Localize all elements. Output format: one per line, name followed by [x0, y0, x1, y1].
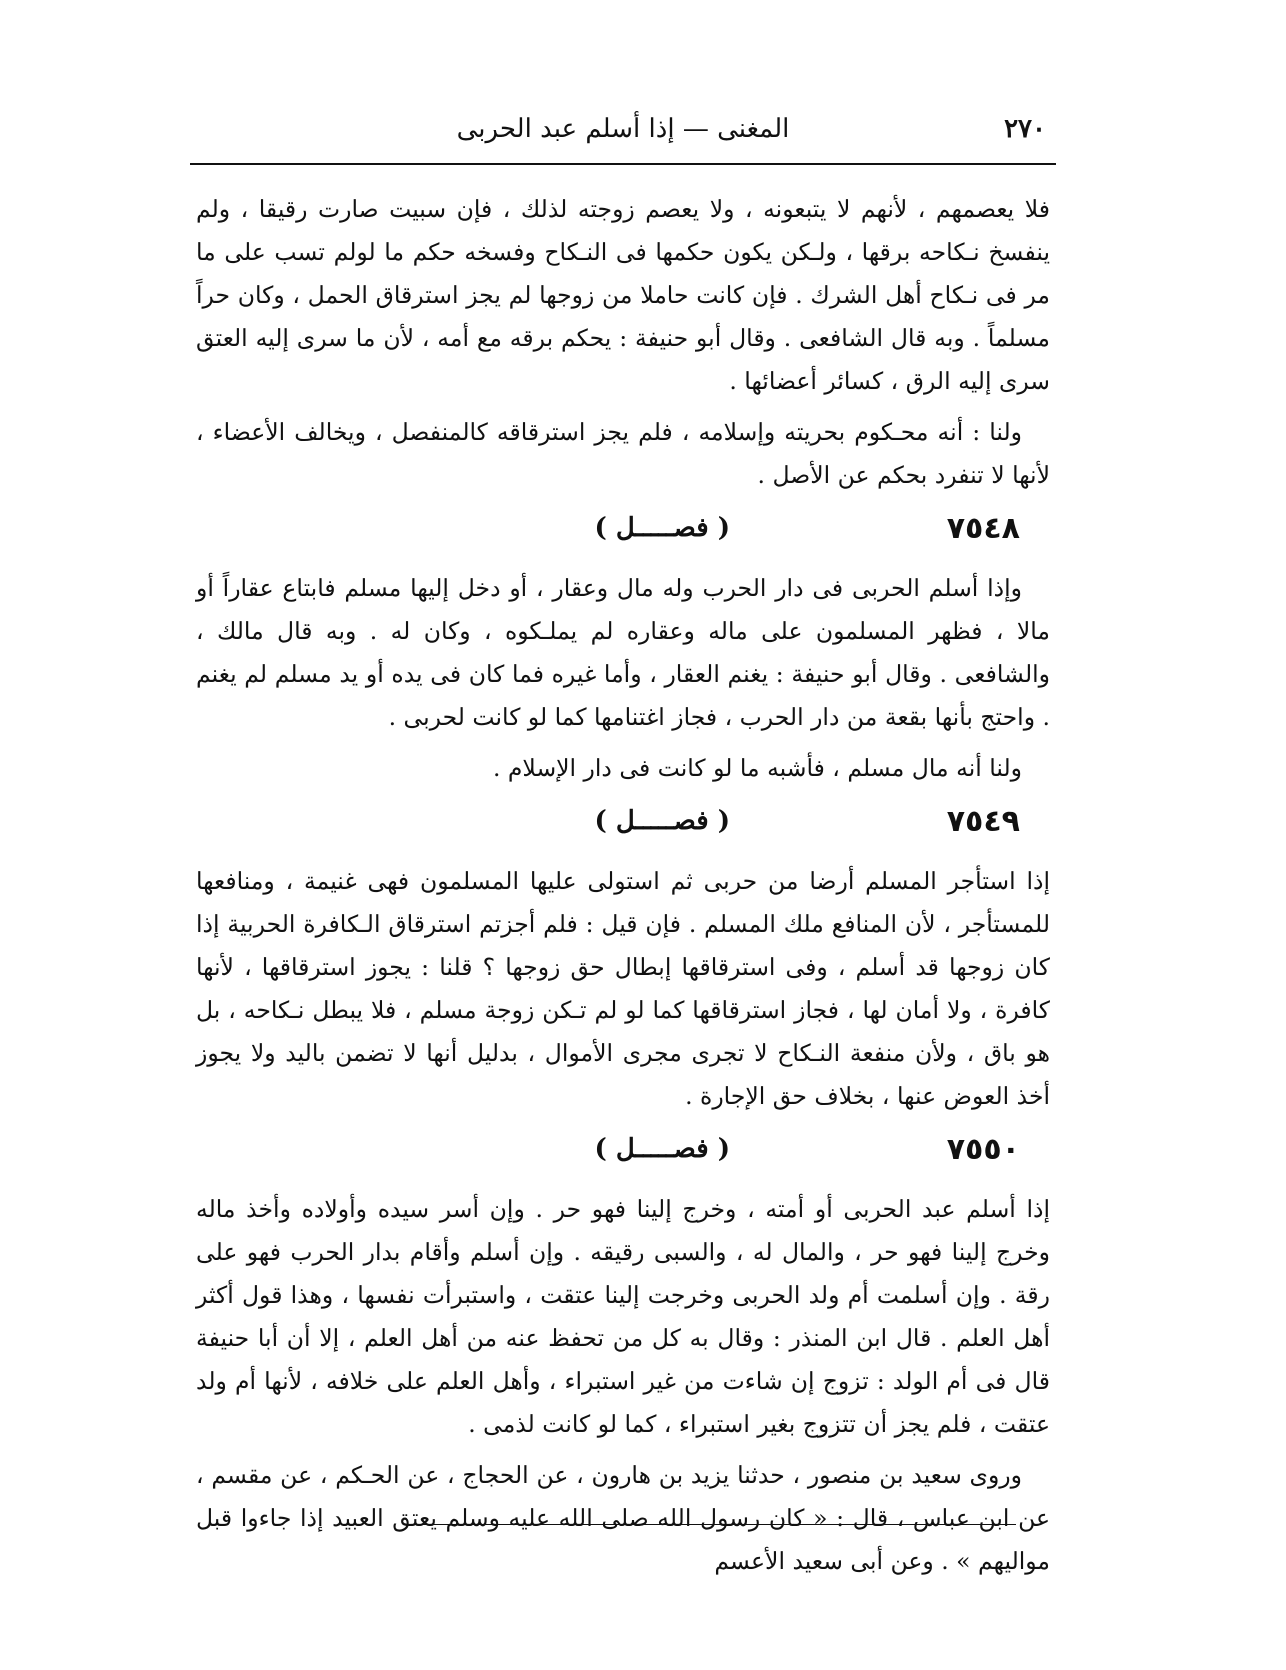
section-number: ٧٥٥٠ [946, 1132, 1020, 1167]
header-rule [190, 163, 1056, 165]
paragraph: ولنا أنه مال مسلم ، فأشبه ما لو كانت فى دار الإسلام . [492, 754, 1022, 782]
footnote-rule [420, 1524, 1016, 1525]
section-label: ( فصـــــل ) [594, 1134, 730, 1164]
paragraph: ولنا : أنه محـكوم بحريته وإسلامه ، فلم يجز استرقاقه كالمنفصل ، ويخالف الأعضاء ، لأنها لا تنفرد بحكم عن الأصل . [196, 418, 1050, 489]
page-number: ٢٧٠ [1004, 114, 1046, 144]
paragraph: فلا يعصمهم ، لأنهم لا يتبعونه ، ولا يعصم زوجته لذلك ، فإن سبيت صارت رقيقا ، ولم ينفسخ نـكاحه برقها ، ولـكن يكون حكمها فى النـكاح وفسخه حكم ما لولم تسب على ما مر فى نـكاح أهل الشرك . فإن كانت حاملا من زوجها لم يجز استرقاق الحمل ، وكان حراً مسلماً . وبه قال الشافعى . وقال أبو حنيفة : يحكم برقه مع أمه ، لأن ما سرى إليه العتق سرى إليه الرق ، كسائر أعضائها . [196, 195, 1050, 395]
section-heading [196, 1126, 1050, 1182]
paragraph: إذا استأجر المسلم أرضا من حربى ثم استولى عليها المسلمون فهى غنيمة ، ومنافعها للمستأجر ، لأن المنافع ملك المسلم . فإن قيل : فلم أجزتم استرقاق الـكافرة الحربية إذا كان زوجها قد أسلم ، وفى استرقاقها إبطال حق زوجها ؟ قلنا : يجوز استرقاقها ، لأنها كافرة ، ولا أمان لها ، فجاز استرقاقها كما لو لم تـكن زوجة مسلم ، فلا يبطل نـكاحه ، بل هو باق ، ولأن منفعة النـكاح لا تجرى مجرى الأموال ، بدليل أنها لا تضمن باليد ولا يجوز أخذ العوض عنها ، بخلاف حق الإجارة . [196, 867, 1050, 1110]
paragraph: وإذا أسلم الحربى فى دار الحرب وله مال وعقار ، أو دخل إليها مسلم فابتاع عقاراً أو مالا ، فظهر المسلمون على ماله وعقاره لم يملـكوه ، وكان له . وبه قال مالك ، والشافعى . وقال أبو حنيفة : يغنم العقار ، وأما غيره فما كان فى يده أو يد مسلم لم يغنم . واحتج بأنها بقعة من دار الحرب ، فجاز اغتنامها كما لو كانت لحربى . [196, 574, 1050, 731]
section-number: ٧٥٤٩ [946, 804, 1020, 839]
section-heading [196, 505, 1050, 561]
section-label: ( فصـــــل ) [594, 806, 730, 836]
running-head [190, 108, 1056, 156]
running-title: المغنى — إذا أسلم عبد الحربى [456, 114, 790, 144]
section-heading [196, 798, 1050, 854]
paragraph: وروى سعيد بن منصور ، حدثنا يزيد بن هارون ، عن الحجاج ، عن الحـكم ، عن مقسم ، عن ابن عباس ، قال : « كان رسول الله صلى الله عليه وسلم يعتق العبيد إذا جاءوا قبل مواليهم » . وعن أبى سعيد الأعسم [196, 1461, 1050, 1575]
page-body [196, 188, 1050, 1591]
section-number: ٧٥٤٨ [946, 511, 1020, 546]
section-label: ( فصـــــل ) [594, 513, 730, 543]
paragraph: إذا أسلم عبد الحربى أو أمته ، وخرج إلينا فهو حر . وإن أسر سيده وأولاده وأخذ ماله وخرج إلينا فهو حر ، والمال له ، والسبى رقيقه . وإن أسلم وأقام بدار الحرب فهو على رقة . وإن أسلمت أم ولد الحربى وخرجت إلينا عتقت ، واستبرأت نفسها ، وهذا قول أكثر أهل العلم . قال ابن المنذر : وقال به كل من تحفظ عنه من أهل العلم ، إلا أن أبا حنيفة قال فى أم الولد : تزوج إن شاءت من غير استبراء ، وأهل العلم على خلافه ، لأنها أم ولد عتقت ، فلم يجز أن تتزوج بغير استبراء ، كما لو كانت لذمى . [196, 1195, 1050, 1438]
